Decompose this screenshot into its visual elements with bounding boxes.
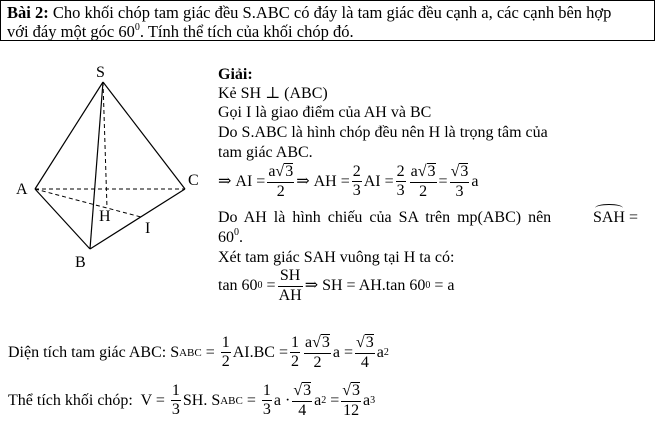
segment-AI-dashed [35,189,141,217]
equals-sign: = [628,209,638,226]
denominator: 4 [360,353,369,371]
ai-label: AI = [235,172,266,190]
implies-symbol: ⇒ [218,172,232,190]
equation-tan: tan 60 0 = $\frac{SH}{AH}$ ⇒ SH = AH.tan 60 0 = a [218,267,455,304]
denominator: 2 [419,182,428,200]
solution-line-6 [218,227,243,246]
vertex-label-H: H [99,208,111,225]
denominator: 3 [262,401,271,419]
denominator: 2 [313,353,322,371]
vertex-label-S: S [96,64,105,81]
numerator: 2 [396,164,406,183]
solution-line-2: Gọi I là giao điểm của AH và BC [218,104,432,121]
ai-bc: AI.BC = [232,343,288,361]
denominator: 3 [396,182,405,200]
radicand: 3 [460,163,469,180]
numerator: SH [278,268,303,287]
variable-a: a [363,391,371,409]
denominator: 3 [352,182,361,200]
fraction-2-over-3 [352,164,362,201]
projection-text: Do AH là hình chiếu của SA trên mp(ABC) nên [218,209,552,226]
tan-label: tan 60 [218,277,258,295]
a-equals: a = [332,343,354,361]
num-a: a [305,334,313,351]
edge-SA [35,82,103,189]
result: = a [434,277,455,295]
fraction-sqrt3-over-4: $\frac{√3}{4}$ [356,334,374,371]
equals-sign: = [438,172,448,190]
solution-line-3: Do S.ABC là hình chóp đều nên H là trọng tâm của [218,124,548,141]
radicand: 3 [285,163,294,180]
numerator: 1 [290,335,300,354]
radicand: 3 [365,334,374,351]
denominator: 4 [298,401,307,419]
solution-line-4: tam giác ABC. [218,144,313,161]
equals-sign: = [246,391,256,409]
fraction-1-over-3 [262,383,272,420]
ai-label: AI = [363,172,394,190]
numerator: 1 [171,383,181,402]
equals-sign: = [205,343,215,361]
fraction-1-over-2 [290,335,300,372]
edge-AB [35,189,90,249]
fraction-sqrt3-over-4: $\frac{√3}{4}$ [293,382,312,419]
numerator: 1 [262,383,272,402]
problem-text-1: Cho khối chóp tam giác đều S.ABC có đáy là tam giác đều cạnh a, các cạnh bên hợp [52,3,612,22]
equals-sign: = [266,277,276,295]
equation-volume: Thể tích khối chóp: V = $\frac{1}{3}$ SH. S ABC = $\frac{1}{3}$ a · $\frac{√3}{4}$ a 2 = $\frac{√3}{12}$ a 3 [8,381,376,419]
vertex-label-C: C [188,172,199,189]
denominator: 2 [276,182,285,200]
variable-a: a [376,343,384,361]
degree-sup: 0 [234,227,239,238]
radicand: 3 [321,334,330,351]
period: . [239,229,243,246]
denominator: 2 [291,353,299,371]
problem-label: Bài 2: [7,3,49,22]
fraction-a-sqrt3-over-2: $\frac{a√3}{2}$ [410,163,436,200]
denominator: AH [278,286,302,304]
solution-heading-text: Giải: [218,66,253,83]
fraction-2-over-3 [396,164,406,201]
sh-expression: ⇒ SH = AH.tan 60 [304,277,426,295]
edge-SC [103,82,185,189]
angle-sah: SAH [592,209,625,226]
vertex-label-I: I [145,220,151,237]
num-a: a [410,163,418,180]
equals-sign: = [330,391,340,409]
radicand: 3 [303,382,312,399]
area-label: Diện tích tam giác ABC: S [8,343,180,361]
fraction-sqrt3-over-3: $\frac{√3}{3}$ [450,163,469,200]
solution-line-7: Xét tam giác SAH vuông tại H ta có: [218,249,455,266]
numerator: 1 [221,335,231,354]
fraction-sh-over-ah [278,268,303,305]
denominator: 2 [221,353,230,371]
radicand: 3 [427,163,436,180]
solution-line-1: Kẻ SH ⊥ (ABC) [218,85,328,102]
equation-area: Diện tích tam giác ABC: S ABC = $\frac{1}{2}$ AI.BC = $\frac{1}{2}$ $\frac{a√3}{2}$ a = $\frac{√3}{4}$ a 2 [8,333,389,371]
vertex-label-B: B [75,254,86,271]
fraction-sqrt3-over-12: $\frac{√3}{12}$ [342,382,361,419]
radicand: 3 [352,382,361,399]
denominator: 3 [171,401,180,419]
implies-symbol: ⇒ [296,172,310,190]
equation-ai-ah [218,163,478,201]
angle-value: 60 [218,229,234,246]
variable-a: a [471,172,479,190]
denominator: 3 [455,182,464,200]
pyramid-figure [0,0,210,275]
fraction-1-over-2 [221,335,231,372]
ah-label: AH = [313,172,350,190]
sh-s: SH. S [182,391,221,409]
degree-sup: 0 [134,22,140,33]
fraction-1-over-3 [171,383,181,420]
volume-label: Thể tích khối chóp: V = [8,391,165,409]
problem-text-2a: với đáy một góc 60 [7,22,135,41]
fraction-a-sqrt3-over-2: $\frac{a√3}{2}$ [305,334,330,371]
angle-expression [593,210,638,226]
solution-line-5 [218,210,638,226]
fraction-a-sqrt3-over-2: $\frac{a√3}{2}$ [268,163,294,200]
numerator: 2 [352,164,362,183]
vertex-label-A: A [16,181,28,198]
denominator: 12 [343,401,360,419]
num-a: a [268,163,276,180]
a-dot: a · [273,391,291,409]
problem-text-2b: . Tính thể tích của khối chóp đó. [139,22,354,41]
variable-a: a [314,391,322,409]
solution-heading [218,67,253,83]
